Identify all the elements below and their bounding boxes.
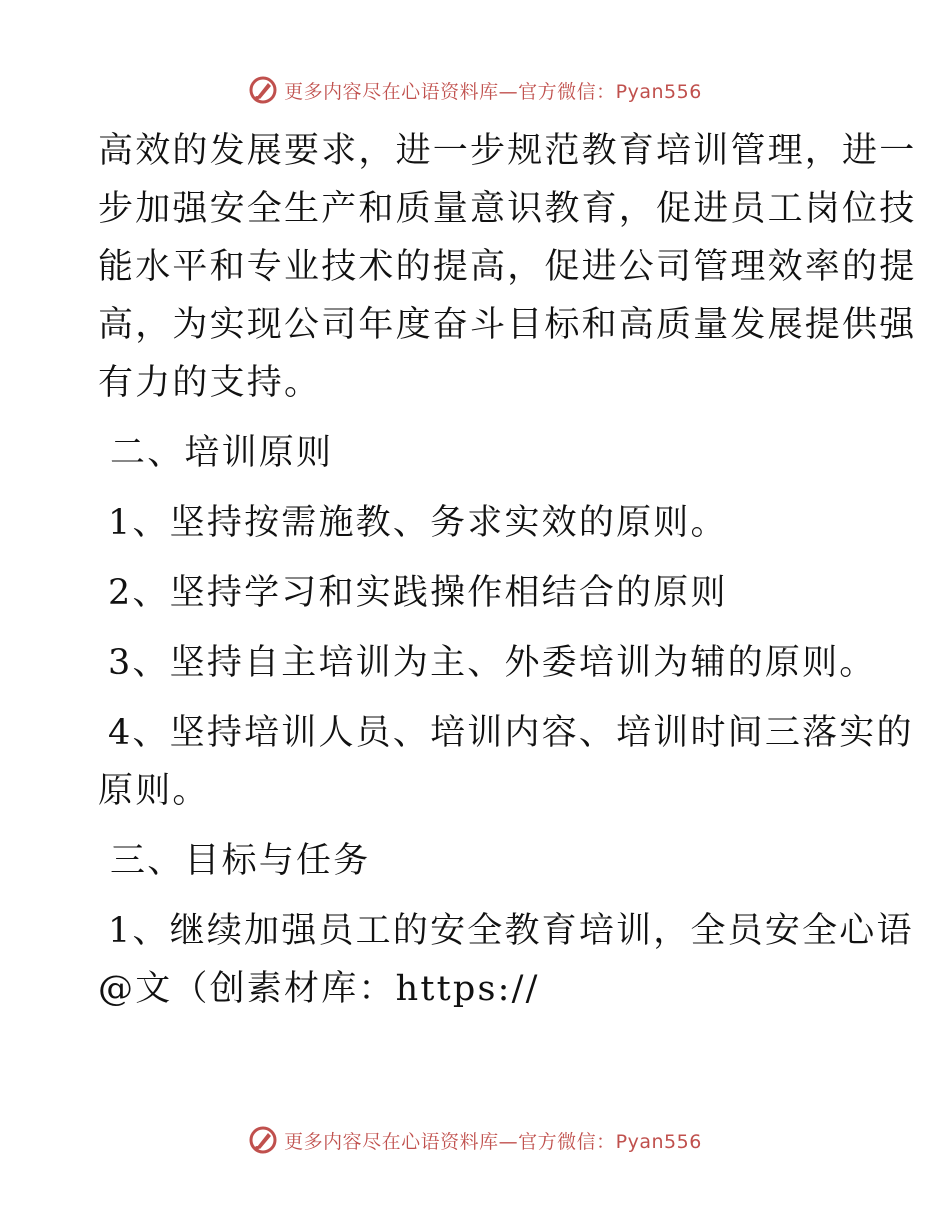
footer-banner bbox=[0, 1120, 950, 1160]
section-heading-goals: 三、目标与任务 bbox=[110, 841, 371, 881]
principle-item-4-continuation: 原则。 bbox=[98, 771, 210, 811]
header-banner bbox=[0, 70, 950, 110]
principle-item-1: 1、坚持按需施教、务求实效的原则。 bbox=[108, 503, 728, 543]
task-item-1: 1、继续加强员工的安全教育培训，全员安全心语 bbox=[108, 911, 914, 951]
paragraph-line: 高，为实现公司年度奋斗目标和高质量发展提供强 bbox=[98, 305, 917, 345]
task-item-1-continuation: @文（创素材库：https:// bbox=[98, 969, 540, 1009]
header-banner-text: 更多内容尽在心语资料库—官方微信：Pyan556 bbox=[284, 80, 702, 103]
paragraph-line: 有力的支持。 bbox=[98, 363, 322, 403]
footer-banner-text: 更多内容尽在心语资料库—官方微信：Pyan556 bbox=[284, 1130, 702, 1153]
paragraph-line: 能水平和专业技术的提高，促进公司管理效率的提 bbox=[98, 247, 917, 287]
principle-item-2: 2、坚持学习和实践操作相结合的原则 bbox=[108, 573, 728, 613]
principle-item-4: 4、坚持培训人员、培训内容、培训时间三落实的 bbox=[108, 713, 914, 753]
section-heading-principles: 二、培训原则 bbox=[110, 433, 334, 473]
paragraph-line: 步加强安全生产和质量意识教育，促进员工岗位技 bbox=[98, 189, 917, 229]
pen-circle-logo-icon bbox=[248, 75, 278, 105]
paragraph-line: 高效的发展要求，进一步规范教育培训管理，进一 bbox=[98, 131, 917, 171]
pen-circle-logo-icon bbox=[248, 1125, 278, 1155]
principle-item-3: 3、坚持自主培训为主、外委培训为辅的原则。 bbox=[108, 643, 877, 683]
document-body bbox=[98, 122, 917, 1018]
